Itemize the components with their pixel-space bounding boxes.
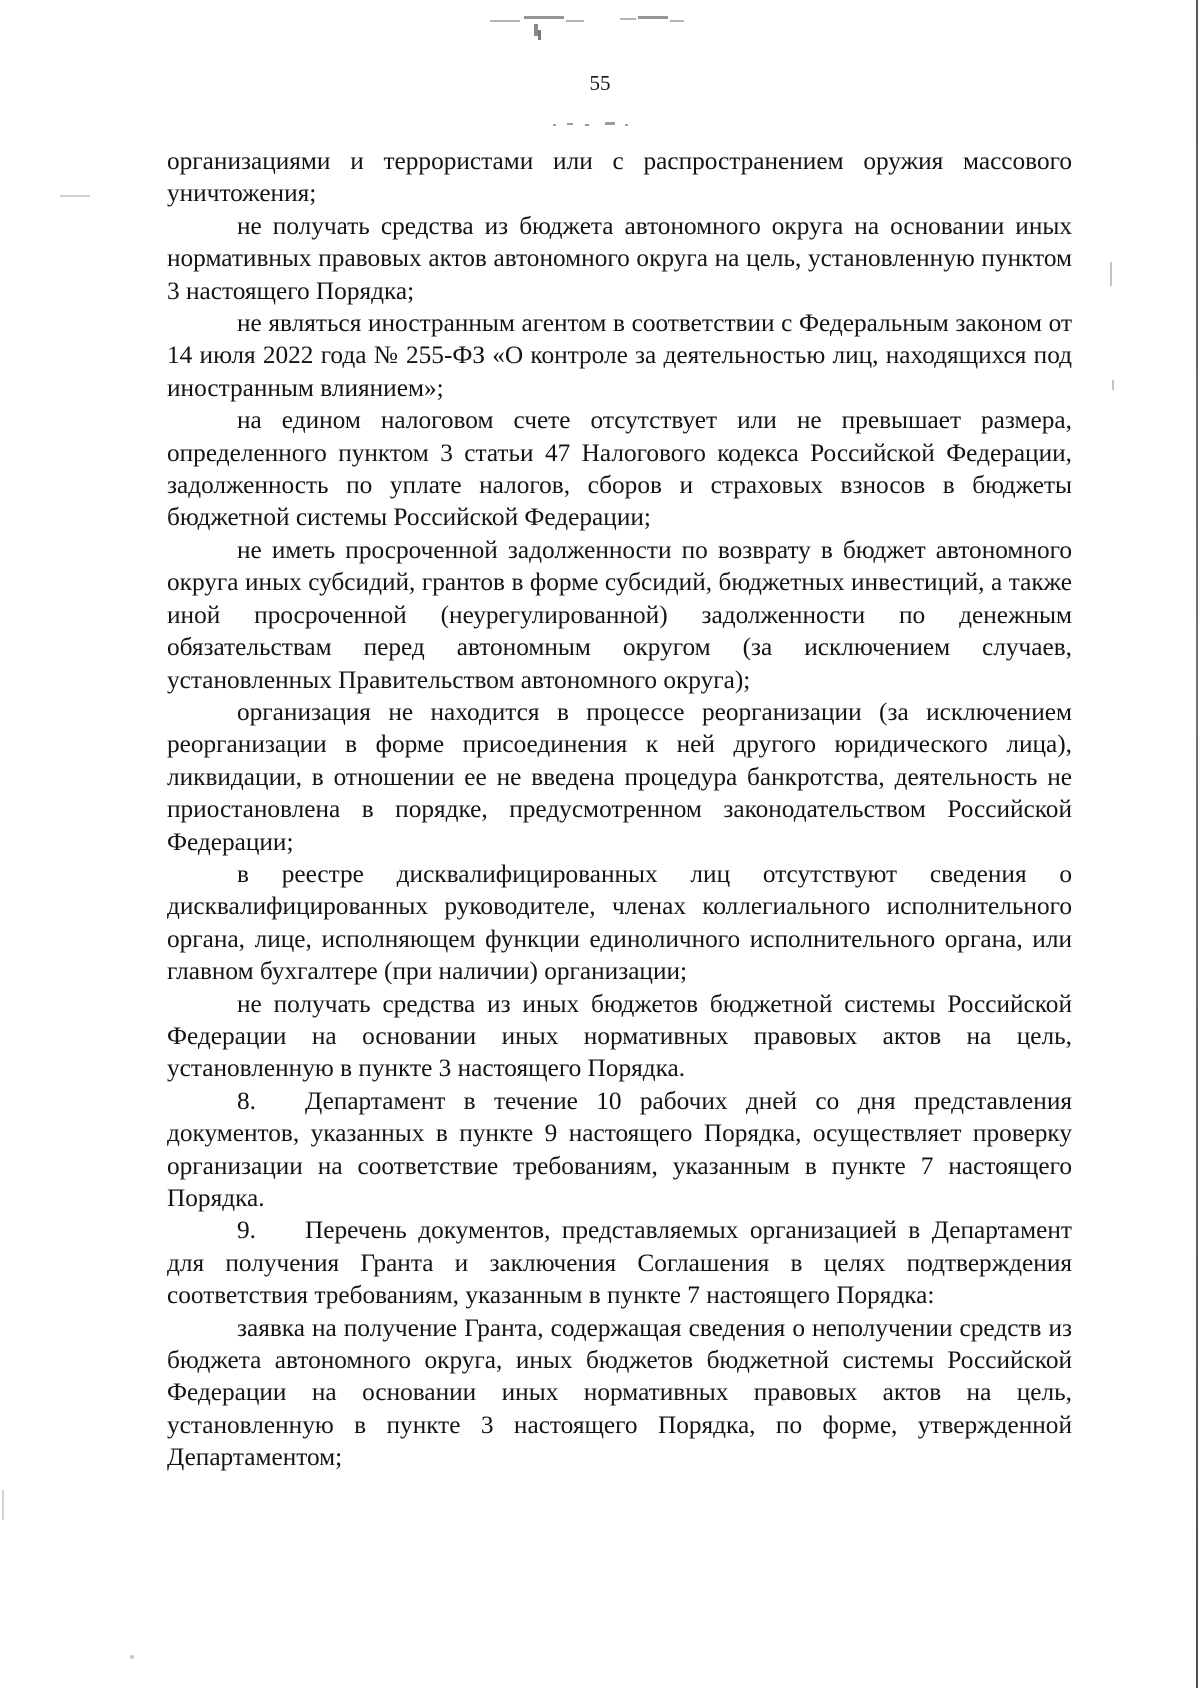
scan-artifact-left-margin — [60, 195, 90, 197]
scan-artifact-bottom — [130, 1655, 134, 1659]
scan-artifact-right-margin-2 — [1112, 380, 1114, 390]
page-number: 55 — [589, 71, 611, 95]
scan-artifact-left-edge — [2, 1490, 4, 1520]
paragraph-text: не являться иностранным агентом в соответствии с Федеральным законом от 14 июля 2022 года № 255-ФЗ «О контроле за деятельностью лиц, находящихся под иностранным влиянием»; — [167, 309, 1072, 402]
clause-number: 9. — [237, 1216, 256, 1245]
paragraph — [167, 534, 1072, 696]
paragraph-text: организациями и террористами или с распространением оружия массового уничтожения; — [167, 147, 1072, 208]
paragraph-text: на едином налоговом счете отсутствует или не превышает размера, определенного пунктом 3 статьи 47 Налогового кодекса Российской Федерации, задолженность по уплате налогов, сборов и страховых взносов в бюджеты бюджетной системы Российской Федерации; — [167, 406, 1072, 532]
paragraph — [167, 988, 1072, 1085]
paragraph — [167, 307, 1072, 404]
paragraph — [167, 404, 1072, 534]
paragraph-text: не получать средства из иных бюджетов бюджетной системы Российской Федерации на основании иных нормативных правовых актов на цель, установленную в пункте 3 настоящего Порядка. — [167, 989, 1072, 1083]
paragraph-text: заявка на получение Гранта, содержащая сведения о неполучении средств из бюджета автономного округа, иных бюджетов бюджетной системы Российской Федерации на основании иных нормативных правовых актов на цель, установленную в пункте 3 настоящего Порядка, по форме, утвержденной Департаментом; — [167, 1313, 1072, 1472]
scan-artifact-right-margin — [1110, 262, 1112, 286]
paragraph — [167, 1312, 1072, 1474]
paragraph — [167, 1085, 1072, 1215]
paragraph-text: Перечень документов, представляемых организацией в Департамент для получения Гранта и заключения Соглашения в целях подтверждения соответствия требованиям, указанным в пункте 7 настоящего Порядка: — [167, 1216, 1072, 1310]
paragraph — [167, 145, 1072, 210]
paragraph — [167, 858, 1072, 988]
clause-number: 8. — [237, 1086, 256, 1115]
paragraph-text: Департамент в течение 10 рабочих дней со дня представления документов, указанных в пункте 9 настоящего Порядка, осуществляет проверку организации на соответствие требованиям, указанным в пункте 7 настоящего Порядка. — [167, 1086, 1072, 1212]
paragraph-text: не получать средства из бюджета автономного округа на основании иных нормативных правовых актов автономного округа на цель, установленную пунктом 3 настоящего Порядка; — [167, 211, 1072, 305]
scan-edge-line — [1196, 0, 1198, 1688]
paragraph-text: в реестре дисквалифицированных лиц отсутствуют сведения о дисквалифицированных руководителе, членах коллегиального исполнительного органа, лице, исполняющем функции единоличного исполнительного органа, или главном бухгалтере (при наличии) организации; — [167, 859, 1072, 986]
paragraph-text: не иметь просроченной задолженности по возврату в бюджет автономного округа иных субсидий, грантов в форме субсидий, бюджетных инвестиций, а также иной просроченной (неурегулированной) задолженности по денежным обязательствам перед автономным округом (за исключением случаев, установленных Правительством автономного округа); — [167, 535, 1072, 694]
paragraph — [167, 210, 1072, 307]
scan-artifact-top — [480, 6, 720, 46]
paragraph — [167, 696, 1072, 858]
paragraph-text: организация не находится в процессе реорганизации (за исключением реорганизации в форме присоединения к ней другого юридического лица), ликвидации, в отношении ее не введена процедура банкротства, деятельность не приостановлена в порядке, предусмотренном законодательством Российской Федерации; — [167, 697, 1072, 856]
document-body — [167, 145, 1072, 1474]
paragraph — [167, 1214, 1072, 1311]
scan-artifact-under-page-number — [545, 118, 645, 130]
